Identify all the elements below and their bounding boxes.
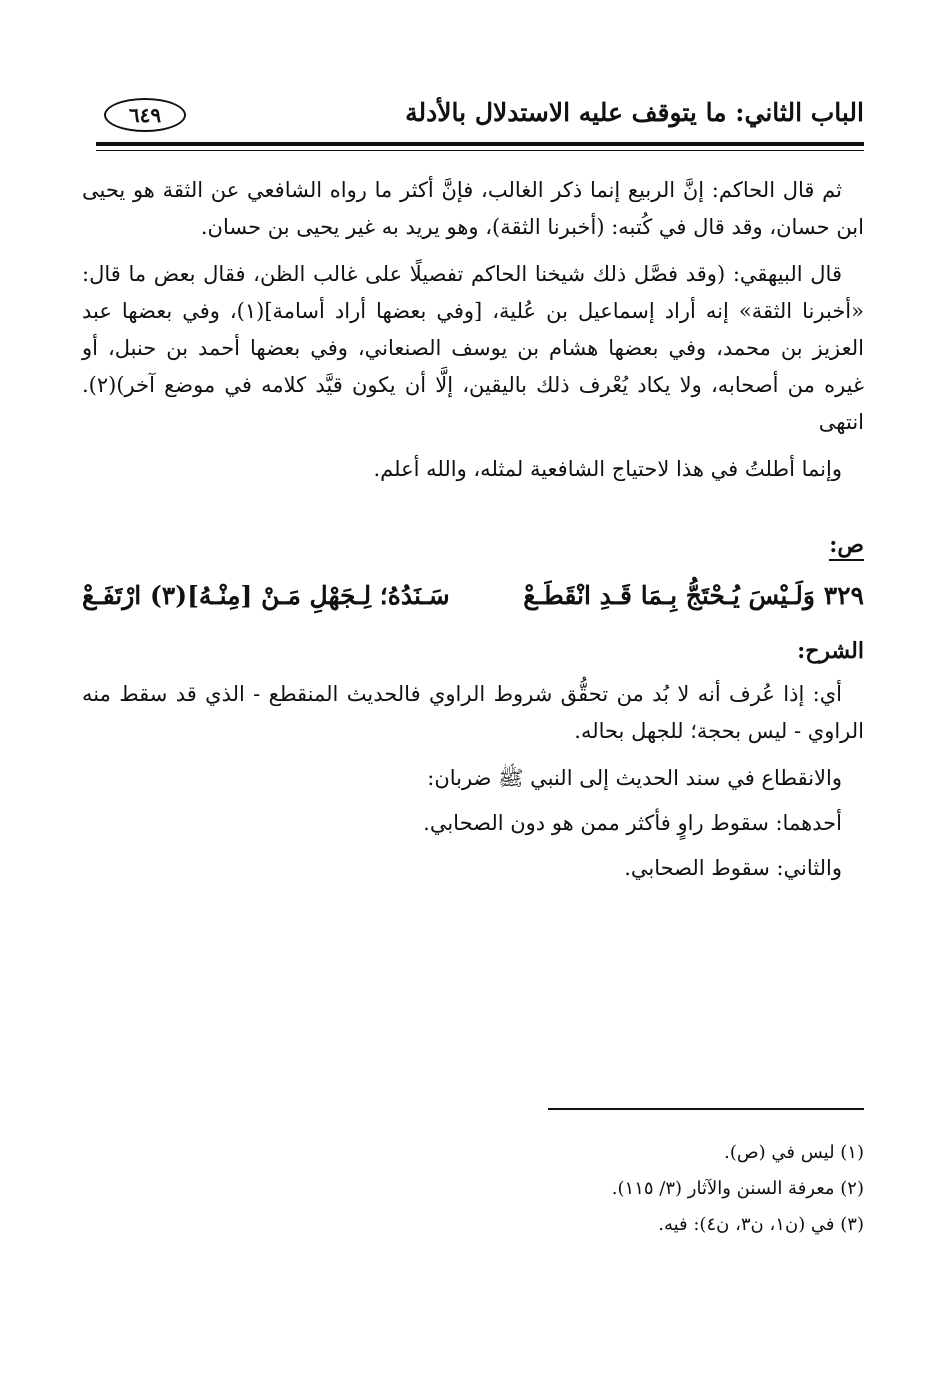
paragraph-bayhaqi: قال البيهقي: (وقد فصَّل ذلك شيخنا الحاكم تفصيلًا على غالب الظن، فقال بعض ما قال: «أخبرنا الثقة» إنه أراد إسماعيل بن عُلية، [وفي بعضها أراد أسامة](١)، وفي بعضها عبد العزيز بن محمد، وفي بعضها هشام بن يوسف الصنعاني، وفي بعضها أحمد بن حنبل، أو غيره من أصحابه، ولا يكاد يُعْرف ذلك باليقين، إلَّا أن يكون قيَّد كلامه في موضع آخر)(٢). انتهى xyxy=(82,262,864,434)
commentary-paragraph: أي: إذا عُرف أنه لا بُد من تحقُّق شروط الراوي فالحديث المنقطع - الذي قد سقط منه الراوي - ليس بحجة؛ للجهل بحاله. xyxy=(82,682,864,743)
footnote-3: (٣) في (ن١، ن٣، ن٤): فيه. xyxy=(658,1214,864,1235)
commentary-line-second: والثاني: سقوط الصحابي. xyxy=(624,856,842,880)
commentary-line-types: والانقطاع في سند الحديث إلى النبي ﷺ ضربان: xyxy=(427,766,842,790)
body-text xyxy=(82,172,864,895)
paragraph-hakim: ثم قال الحاكم: إنَّ الربيع إنما ذكر الغالب، فإنَّ أكثر ما رواه الشافعي عن الثقة هو يحيى ابن حسان، وقد قال في كُتبه: (أخبرنا الثقة)، وهو يريد به غير يحيى بن حسان. xyxy=(82,178,864,239)
commentary-label: الشرح: xyxy=(797,638,864,664)
commentary-line-first: أحدهما: سقوط راوٍ فأكثر ممن هو دون الصحابي. xyxy=(423,811,842,835)
document-page xyxy=(82,0,864,1391)
page-number: ٦٤٩ xyxy=(104,98,186,132)
footnotes xyxy=(82,1140,864,1248)
verse-second-hemistich: سَـنَدُهُ؛ لِـجَهْلِ مَـنْ [مِنْـهُ](٣) ارْتَفَـعْ xyxy=(82,581,450,610)
running-title: الباب الثاني: ما يتوقف عليه الاستدلال بالأدلة xyxy=(405,98,864,127)
header-rule-thin xyxy=(96,150,864,151)
footnote-1: (١) ليس في (ص). xyxy=(724,1142,864,1163)
footnote-2: (٢) معرفة السنن والآثار (٣/ ١١٥). xyxy=(611,1178,864,1199)
verse-first-hemistich: ٣٢٩ وَلَـيْسَ يُـحْتَجُّ بِـمَا قَـدِ انْقَطَـعْ xyxy=(523,581,864,610)
footnote-divider xyxy=(548,1108,864,1110)
verse-section-label: ص: xyxy=(829,532,864,561)
header-rule-thick xyxy=(96,142,864,146)
paragraph-conclusion: وإنما أطلتُ في هذا لاحتياج الشافعية لمثله، والله أعلم. xyxy=(373,457,842,481)
page-header xyxy=(82,92,864,140)
verse-line xyxy=(82,581,864,610)
